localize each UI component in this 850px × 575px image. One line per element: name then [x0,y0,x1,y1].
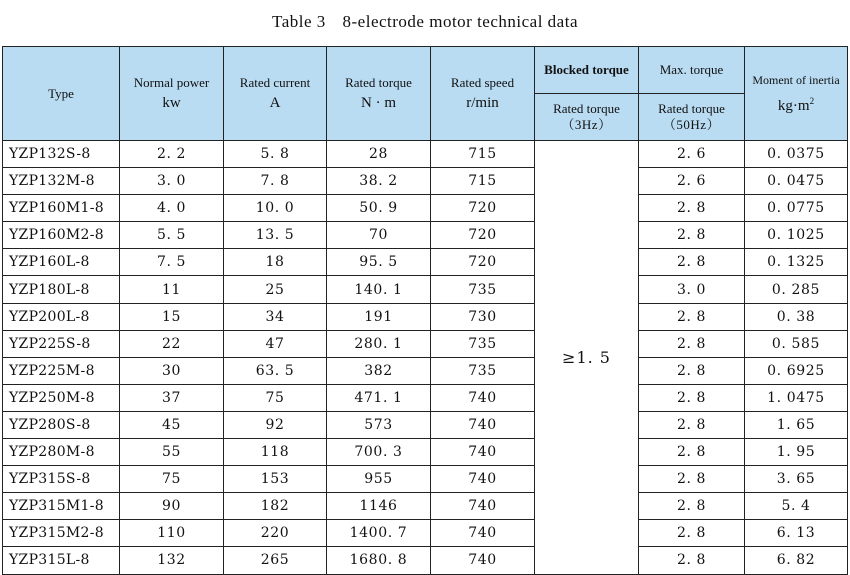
table-row [3,303,848,330]
cell-speed: 720 [431,195,535,222]
inertia-unit: $kg\cdot m^2$ [777,95,815,114]
cell-current: 10. 0 [224,195,327,222]
cell-power: 2. 2 [120,141,224,168]
cell-speed: 715 [431,141,535,168]
cell-inertia: 1. 0475 [745,384,848,411]
cell-current: 7. 8 [224,168,327,195]
cell-power: 90 [120,493,224,520]
table-number: Table 3 [272,12,326,31]
blocked-torque-ratio-value: ≥1. 5 [535,141,639,575]
cell-power: 45 [120,411,224,438]
table-row [3,466,848,493]
cell-type: YZP225M-8 [3,357,120,384]
cell-torque: 95. 5 [327,249,431,276]
cell-speed: 715 [431,168,535,195]
cell-torque: 140. 1 [327,276,431,303]
table-row [3,384,848,411]
cell-max: 2. 8 [639,303,745,330]
table-row [3,276,848,303]
table-title: 8-electrode motor technical data [342,12,578,31]
cell-power: 15 [120,303,224,330]
table-row [3,439,848,466]
cell-power: 75 [120,466,224,493]
cell-torque: 38. 2 [327,168,431,195]
cell-type: YZP315M2-8 [3,520,120,547]
cell-power: 7. 5 [120,249,224,276]
cell-max: 2. 8 [639,439,745,466]
cell-type: YZP315S-8 [3,466,120,493]
cell-inertia: 0. 0375 [745,141,848,168]
cell-torque: 382 [327,357,431,384]
cell-type: YZP225S-8 [3,330,120,357]
cell-torque: 955 [327,466,431,493]
cell-inertia: 3. 65 [745,466,848,493]
table-row [3,168,848,195]
cell-inertia: 0. 1025 [745,222,848,249]
cell-speed: 740 [431,466,535,493]
cell-max: 2. 8 [639,222,745,249]
header-blocked-torque-ratio [535,47,639,141]
cell-power: 55 [120,439,224,466]
cell-inertia: 0. 0775 [745,195,848,222]
cell-speed: 740 [431,384,535,411]
cell-power: 132 [120,547,224,574]
cell-max: 2. 8 [639,466,745,493]
cell-type: YZP315L-8 [3,547,120,574]
cell-inertia: 6. 82 [745,547,848,574]
cell-torque: 50. 9 [327,195,431,222]
cell-torque: 1146 [327,493,431,520]
cell-current: 265 [224,547,327,574]
cell-max: 2. 8 [639,547,745,574]
cell-torque: 573 [327,411,431,438]
cell-max: 2. 8 [639,384,745,411]
header-row [3,47,848,141]
cell-type: YZP280S-8 [3,411,120,438]
cell-max: 2. 6 [639,168,745,195]
header-moment-of-inertia: Moment of inertia $kg\cdot m^2$ [745,47,848,141]
cell-max: 2. 8 [639,357,745,384]
cell-torque: 471. 1 [327,384,431,411]
table-row [3,195,848,222]
cell-inertia: 0. 0475 [745,168,848,195]
cell-type: YZP132S-8 [3,141,120,168]
cell-current: 118 [224,439,327,466]
cell-current: 13. 5 [224,222,327,249]
cell-power: 11 [120,276,224,303]
cell-current: 47 [224,330,327,357]
cell-current: 5. 8 [224,141,327,168]
cell-torque: 1400. 7 [327,520,431,547]
table-body [3,141,848,575]
cell-current: 34 [224,303,327,330]
cell-speed: 720 [431,249,535,276]
cell-inertia: 0. 585 [745,330,848,357]
cell-inertia: 1. 95 [745,439,848,466]
cell-speed: 735 [431,276,535,303]
cell-current: 25 [224,276,327,303]
cell-type: YZP160L-8 [3,249,120,276]
header-rated-current: Rated current A [224,47,327,141]
cell-inertia: 1. 65 [745,411,848,438]
cell-speed: 735 [431,330,535,357]
motor-data-table [2,46,848,575]
cell-inertia: 0. 285 [745,276,848,303]
cell-type: YZP315M1-8 [3,493,120,520]
blocked-torque-denominator: Rated torque [553,101,620,116]
cell-torque: 700. 3 [327,439,431,466]
cell-type: YZP132M-8 [3,168,120,195]
cell-power: 5. 5 [120,222,224,249]
cell-torque: 28 [327,141,431,168]
header-rated-torque: Rated torque N · m [327,47,431,141]
cell-power: 110 [120,520,224,547]
cell-speed: 740 [431,547,535,574]
cell-speed: 720 [431,222,535,249]
cell-type: YZP250M-8 [3,384,120,411]
cell-max: 2. 8 [639,249,745,276]
cell-torque: 191 [327,303,431,330]
cell-type: YZP180L-8 [3,276,120,303]
cell-speed: 740 [431,520,535,547]
cell-max: 2. 8 [639,520,745,547]
cell-power: 37 [120,384,224,411]
cell-inertia: 6. 13 [745,520,848,547]
header-rated-speed: Rated speed r/min [431,47,535,141]
cell-power: 3. 0 [120,168,224,195]
cell-type: YZP160M1-8 [3,195,120,222]
cell-max: 2. 6 [639,141,745,168]
table-row [3,222,848,249]
blocked-torque-frequency: （3Hz） [561,117,612,132]
table-row [3,330,848,357]
table-row [3,357,848,384]
blocked-torque-numerator: Blocked torque [535,47,638,94]
cell-current: 182 [224,493,327,520]
cell-current: 92 [224,411,327,438]
cell-type: YZP160M2-8 [3,222,120,249]
cell-inertia: 0. 38 [745,303,848,330]
cell-torque: 70 [327,222,431,249]
cell-current: 220 [224,520,327,547]
max-torque-frequency: （50Hz） [662,117,721,132]
cell-current: 18 [224,249,327,276]
cell-current: 75 [224,384,327,411]
header-normal-power: Normal power kw [120,47,224,141]
cell-inertia: 0. 1325 [745,249,848,276]
cell-max: 2. 8 [639,493,745,520]
cell-power: 4. 0 [120,195,224,222]
cell-speed: 730 [431,303,535,330]
cell-inertia: 0. 6925 [745,357,848,384]
header-max-torque-ratio [639,47,745,141]
cell-max: 3. 0 [639,276,745,303]
cell-type: YZP200L-8 [3,303,120,330]
cell-speed: 735 [431,357,535,384]
table-row [3,249,848,276]
table-row [3,493,848,520]
cell-torque: 280. 1 [327,330,431,357]
max-torque-denominator: Rated torque [658,101,725,116]
cell-inertia: 5. 4 [745,493,848,520]
cell-power: 22 [120,330,224,357]
header-type: Type [3,47,120,141]
cell-max: 2. 8 [639,411,745,438]
table-row [3,547,848,574]
cell-type: YZP280M-8 [3,439,120,466]
table-row [3,411,848,438]
cell-power: 30 [120,357,224,384]
table-caption [0,12,850,32]
cell-current: 63. 5 [224,357,327,384]
cell-current: 153 [224,466,327,493]
max-torque-numerator: Max. torque [639,47,744,94]
cell-max: 2. 8 [639,330,745,357]
table-row [3,141,848,168]
cell-speed: 740 [431,439,535,466]
cell-max: 2. 8 [639,195,745,222]
cell-speed: 740 [431,493,535,520]
cell-speed: 740 [431,411,535,438]
table-row [3,520,848,547]
cell-torque: 1680. 8 [327,547,431,574]
